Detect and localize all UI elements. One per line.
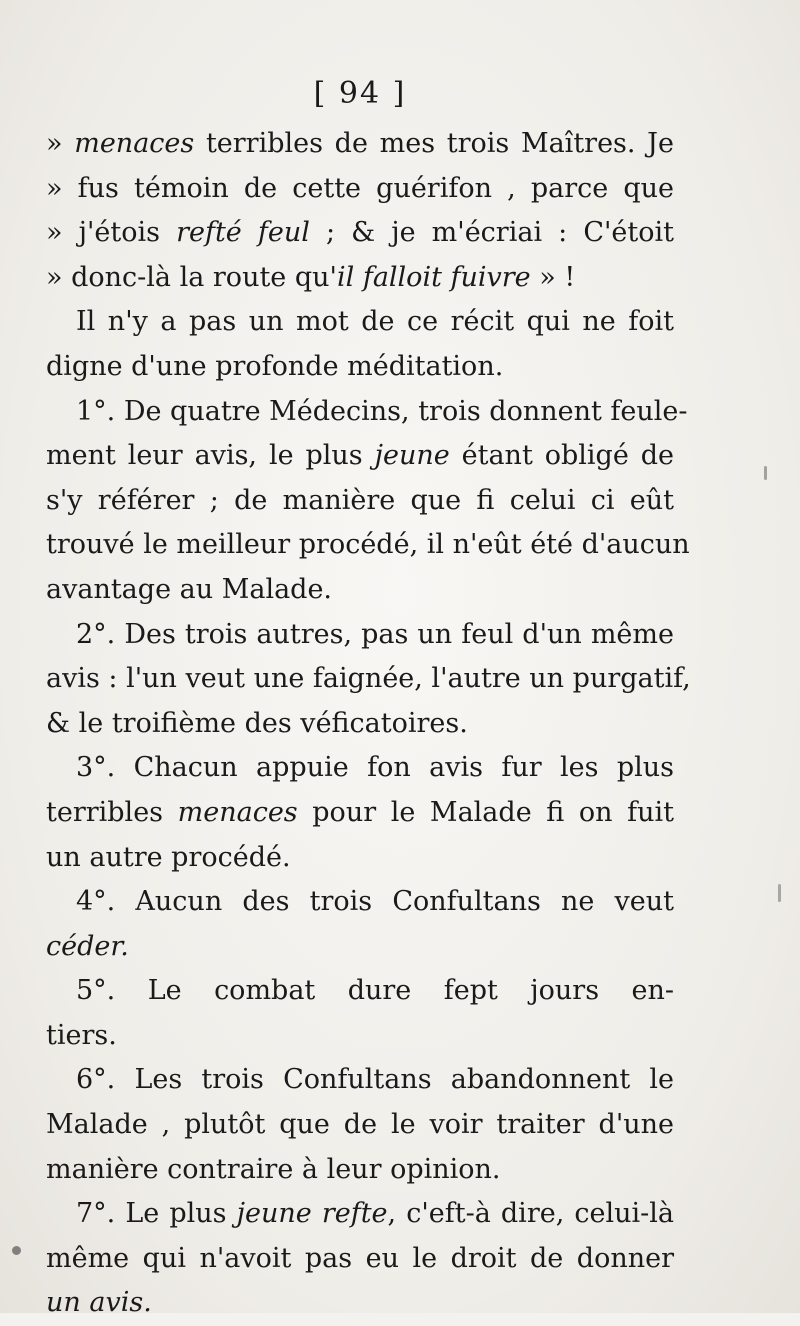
italic-segment: menaces — [177, 796, 298, 828]
text-segment: » fus témoin de cette guérifon , parce que — [46, 172, 674, 204]
italic-segment: refté feul — [176, 217, 310, 249]
text-line — [46, 256, 674, 301]
text-segment: trouvé le meilleur procédé, il n'eût été d'aucun — [46, 529, 690, 561]
text-segment: 5°. Le combat dure fept jours en- — [76, 975, 674, 1007]
text-line — [46, 702, 674, 747]
ink-speck — [778, 884, 781, 902]
text-line — [46, 657, 691, 702]
text-line — [46, 122, 674, 167]
ink-speck — [12, 1246, 21, 1255]
text-segment: 7°. Le plus — [76, 1198, 237, 1230]
text-line — [46, 880, 674, 925]
italic-segment: jeune — [374, 440, 450, 472]
text-segment: 6°. Les trois Confultans abandonnent le — [76, 1064, 674, 1096]
text-segment: » donc-là la route qu' — [46, 261, 337, 293]
text-segment: , c'eft-à dire, celui-là — [387, 1198, 674, 1230]
text-segment: étant obligé de — [449, 440, 674, 472]
text-segment: » j'étois — [46, 217, 177, 249]
text-line — [46, 390, 688, 435]
text-segment: terribles — [46, 796, 178, 828]
text-line — [46, 836, 674, 881]
text-segment: ; & je m'écriai : C'étoit — [309, 217, 674, 249]
italic-segment: il falloit fuivre — [336, 261, 531, 293]
text-segment: s'y référer ; de manière que fi celui ci eût — [46, 484, 674, 516]
italic-segment: céder. — [46, 930, 129, 962]
text-segment: même qui n'avoit pas eu le droit de donner — [46, 1242, 674, 1274]
text-line — [46, 1014, 674, 1059]
text-line — [46, 568, 674, 613]
text-segment: » — [46, 128, 75, 159]
text-segment: 3°. Chacun appuie fon avis fur les plus — [76, 752, 674, 784]
text-line — [46, 746, 674, 791]
text-line — [46, 1281, 674, 1326]
text-line — [46, 1058, 674, 1103]
text-segment: pour le Malade fi on fuit — [297, 796, 674, 828]
italic-segment: menaces — [74, 128, 195, 159]
text-segment: terribles de mes trois Maîtres. Je — [194, 128, 674, 159]
text-segment: Malade , plutôt que de le voir traiter d'une — [46, 1109, 674, 1141]
text-segment: avantage au Malade. — [46, 573, 333, 605]
text-segment: & le troifième des véficatoires. — [46, 707, 468, 739]
text-line — [46, 1237, 674, 1282]
text-segment: 1°. De quatre Médecins, trois donnent feule- — [76, 395, 688, 427]
italic-segment: un avis. — [46, 1287, 152, 1319]
text-segment: Il n'y a pas un mot de ce récit qui ne foit — [76, 306, 674, 338]
italic-segment: jeune refte — [236, 1198, 388, 1230]
text-line — [46, 345, 674, 390]
text-segment: 2°. Des trois autres, pas un feul d'un même — [76, 618, 674, 650]
text-segment: digne d'une profonde méditation. — [46, 350, 504, 382]
text-segment: » ! — [530, 261, 576, 293]
text-segment: un autre procédé. — [46, 841, 291, 873]
ink-speck — [764, 466, 767, 480]
text-line — [46, 167, 674, 212]
text-line — [46, 211, 674, 256]
text-segment: 4°. Aucun des trois Confultans ne veut — [76, 886, 674, 918]
text-line — [46, 613, 674, 658]
text-segment: avis : l'un veut une faignée, l'autre un purgatif, — [46, 663, 691, 695]
text-segment: ment leur avis, le plus — [46, 440, 375, 472]
text-segment: manière contraire à leur opinion. — [46, 1153, 501, 1185]
text-line — [46, 434, 674, 479]
text-line — [46, 479, 674, 524]
text-line — [46, 1103, 674, 1148]
text-line — [46, 1192, 674, 1237]
text-line — [46, 300, 674, 345]
text-line — [46, 969, 674, 1014]
text-line — [46, 523, 690, 568]
page-number: [ 94 ] — [313, 76, 407, 111]
text-segment: tiers. — [46, 1019, 117, 1051]
text-line — [46, 791, 674, 836]
page-text — [46, 122, 691, 1326]
text-line — [46, 1148, 674, 1193]
text-line — [46, 925, 674, 970]
